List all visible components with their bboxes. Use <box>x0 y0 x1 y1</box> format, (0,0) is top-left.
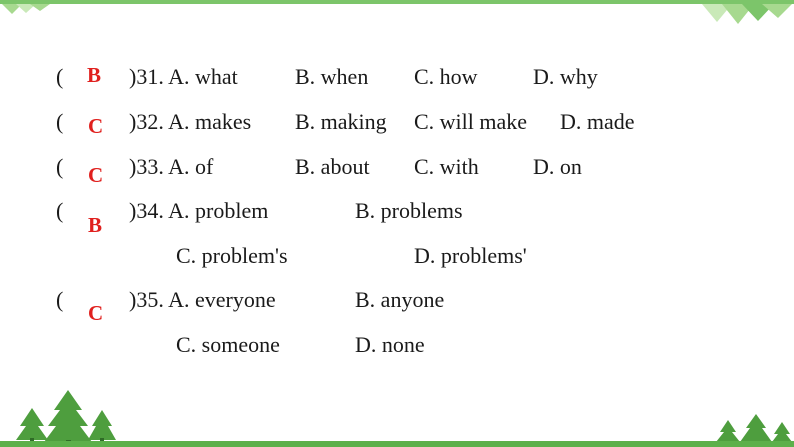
question-35-option-d: D. none <box>355 332 425 357</box>
question-34-option-d: D. problems' <box>414 243 527 268</box>
open-paren: ( <box>56 154 64 179</box>
question-33-option-d: D. on <box>533 154 582 179</box>
tree-icon <box>10 388 120 444</box>
answer-34: B <box>88 213 103 237</box>
open-paren: ( <box>56 287 64 312</box>
question-33-stem: )33. A. of <box>129 154 214 179</box>
question-34-option-c: C. problem's <box>176 243 288 268</box>
question-32-option-c: C. will make <box>414 109 528 134</box>
open-paren: ( <box>56 198 64 223</box>
open-paren: ( <box>56 64 64 89</box>
question-33-option-c: C. with <box>414 154 479 179</box>
question-33-option-b: B. about <box>295 154 370 179</box>
question-31-option-b: B. when <box>295 64 369 89</box>
answer-33: C <box>88 163 104 187</box>
question-35-option-c: C. someone <box>176 332 280 357</box>
tree-icon <box>712 412 794 444</box>
question-31-option-c: C. how <box>414 64 478 89</box>
question-31-option-d: D. why <box>533 64 598 89</box>
answer-35: C <box>88 301 104 325</box>
answer-32: C <box>88 114 104 138</box>
question-31-stem: )31. A. what <box>129 64 238 89</box>
triangle-icon <box>698 0 794 26</box>
triangle-icon <box>0 0 70 16</box>
question-32-option-b: B. making <box>295 109 387 134</box>
question-34-option-b: B. problems <box>355 198 463 223</box>
question-32-stem: )32. A. makes <box>129 109 252 134</box>
question-35-stem: )35. A. everyone <box>129 287 276 312</box>
bottom-border <box>0 441 794 447</box>
question-32-option-d: D. made <box>560 109 635 134</box>
top-border <box>0 0 794 4</box>
answer-31: B <box>87 63 102 87</box>
question-35-option-b: B. anyone <box>355 287 445 312</box>
question-34-stem: )34. A. problem <box>129 198 269 223</box>
open-paren: ( <box>56 109 64 134</box>
